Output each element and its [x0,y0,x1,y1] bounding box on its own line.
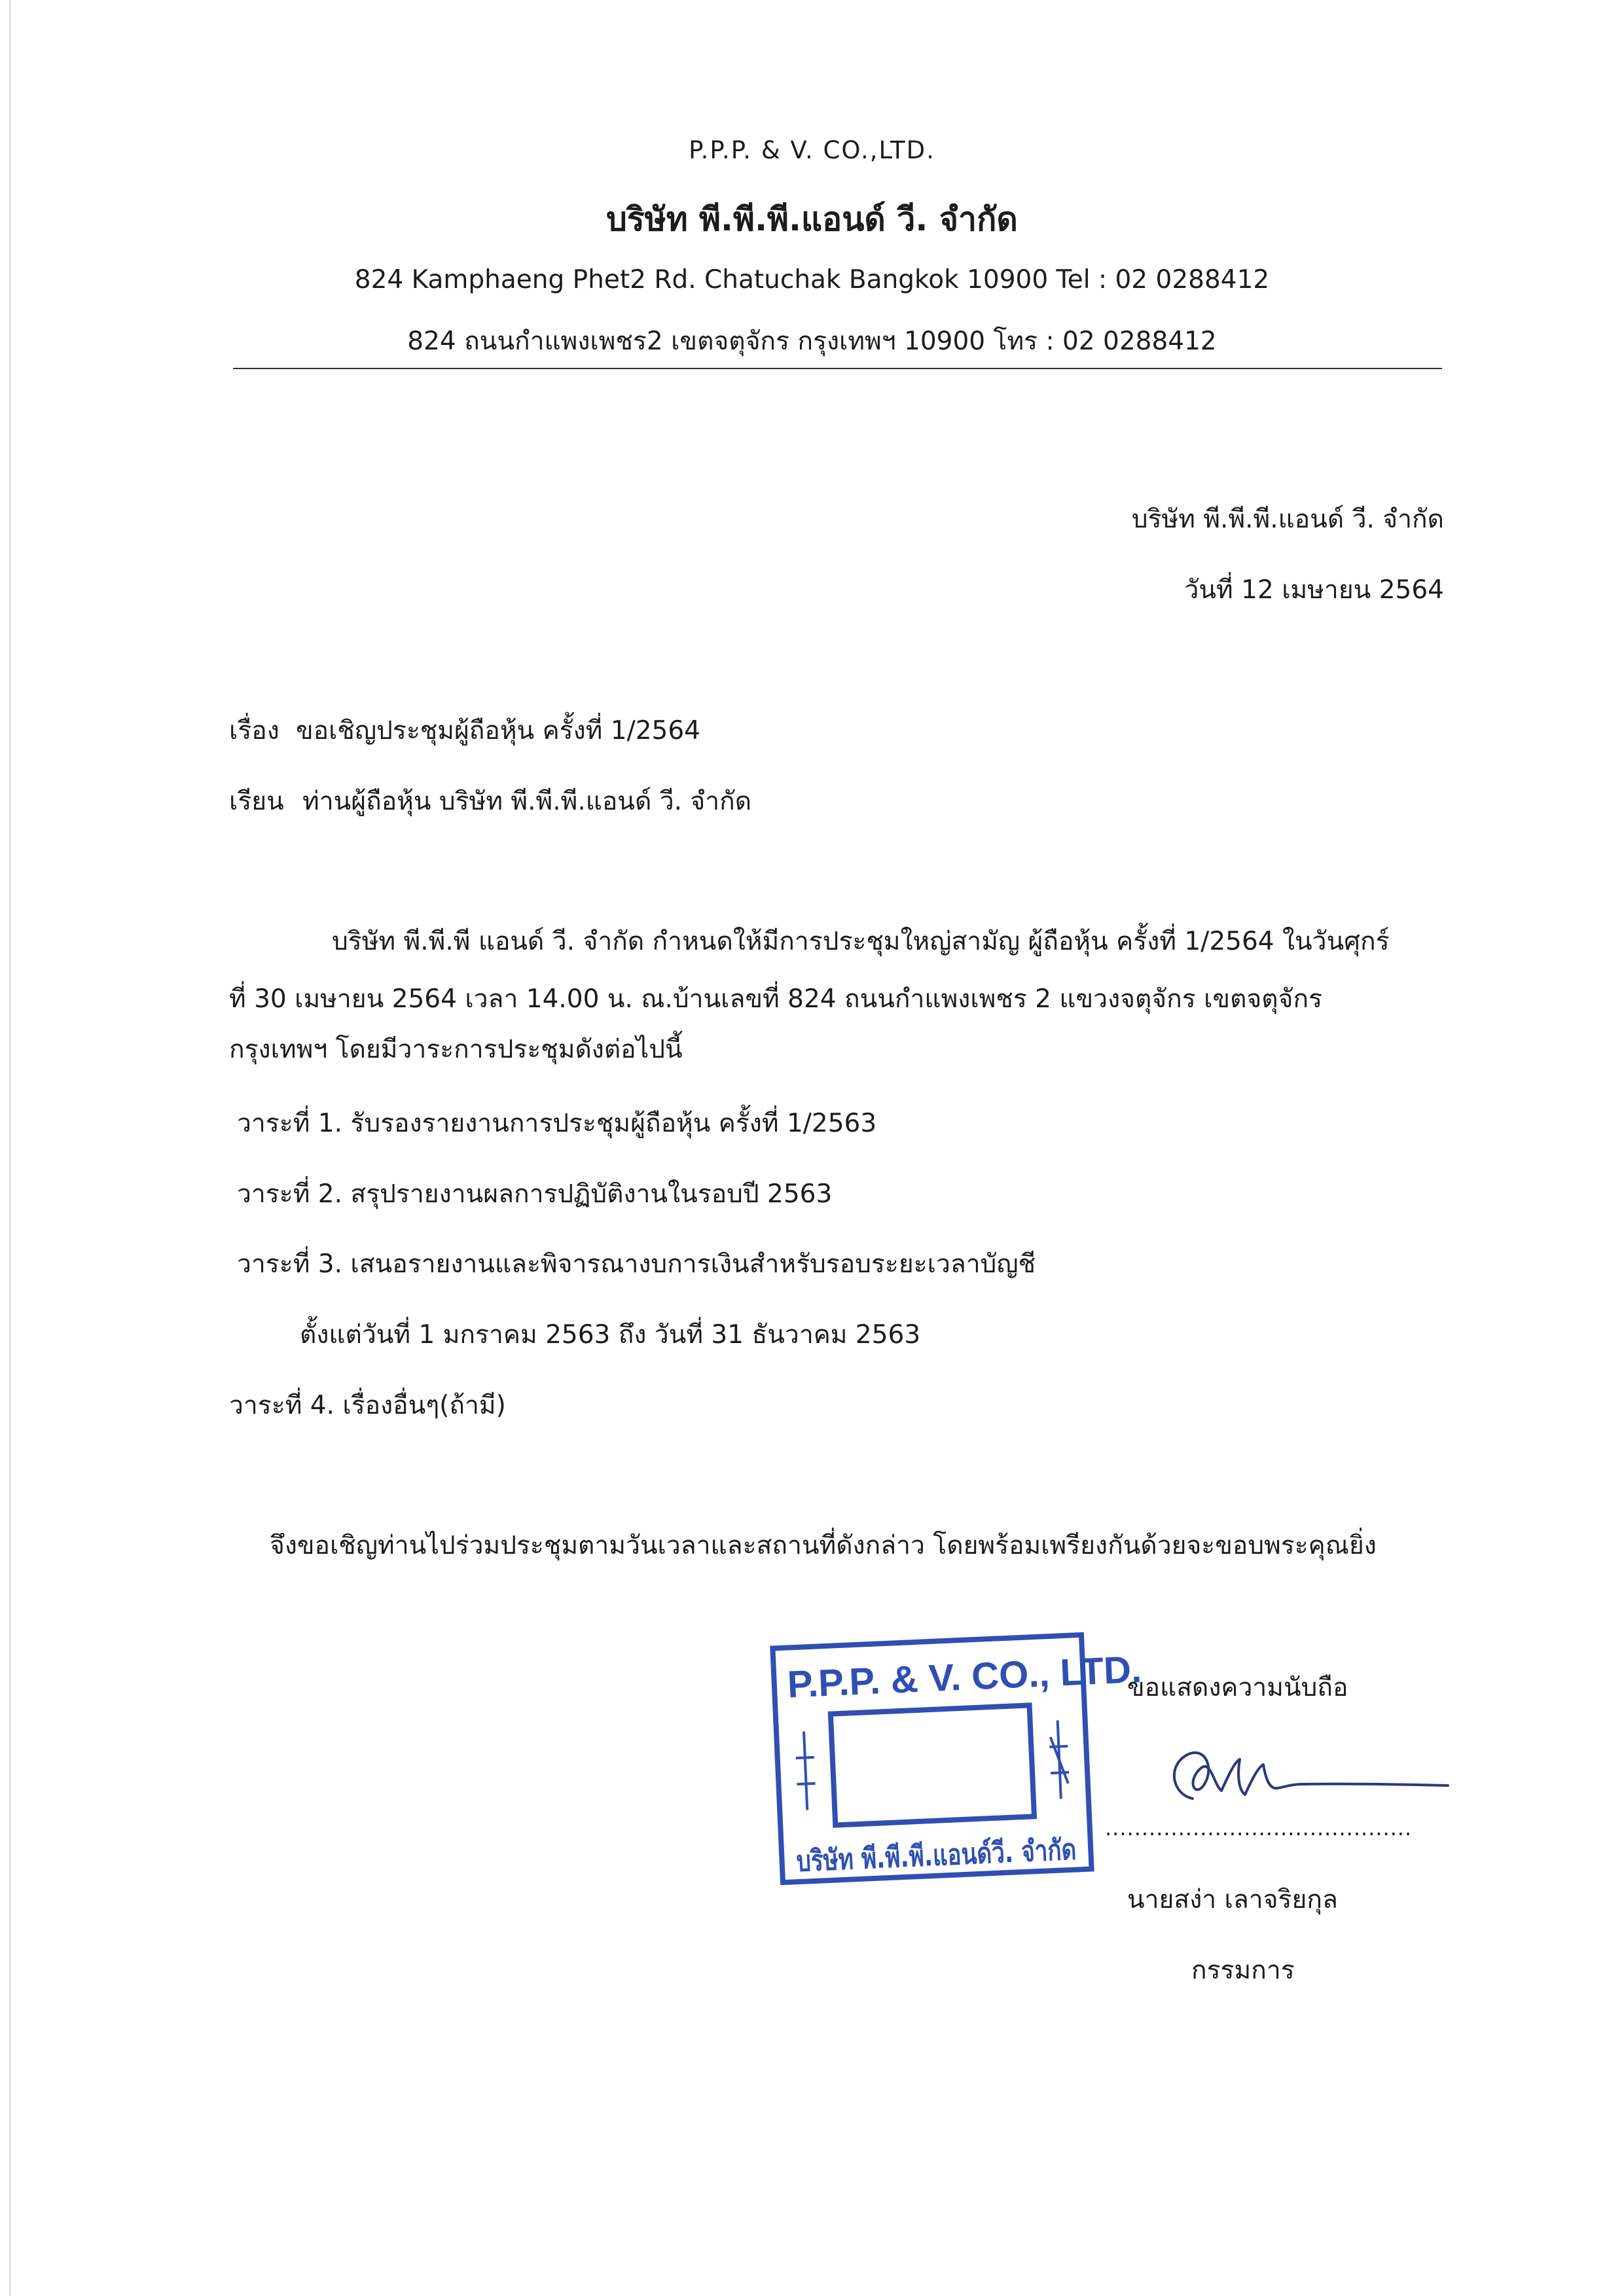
subject-text: ขอเชิญประชุมผู้ถือหุ้น ครั้งที่ 1/2564 [296,716,700,745]
subject-label: เรื่อง [229,716,280,745]
company-stamp [768,1631,1149,1887]
agenda-item-1: วาระที่ 1. รับรองรายงานการประชุมผู้ถือหุ้น ครั้งที่ 1/2563 [237,1109,877,1138]
agenda-item-3-continued: ตั้งแต่วันที่ 1 มกราคม 2563 ถึง วันที่ 31 ธันวาคม 2563 [300,1320,921,1350]
stamp-inner-frame [831,1705,1034,1825]
address-en: 824 Kamphaeng Phet2 Rd. Chatuchak Bangkok 10900 Tel : 02 0288412 [354,265,1270,295]
header-divider [233,368,1442,369]
sender-company: บริษัท พี.พี.พี.แอนด์ วี. จำกัด [1131,505,1444,534]
stamp-top-text: P.P.P. & V. CO., LTD. [786,1647,1143,1706]
address-th: 824 ถนนกำแพงเพชร2 เขตจตุจักร กรุงเทพฯ 10900 โทร : 02 0288412 [407,327,1217,356]
signatory-title: กรรมการ [1191,1956,1295,1985]
body-line-1: บริษัท พี.พี.พี แอนด์ วี. จำกัด กำหนดให้มีการประชุมใหญ่สามัญ ผู้ถือหุ้น ครั้งที่ 1/2564 ในวันศุกร์ [332,927,1390,956]
stamp-left-ornament [795,1731,816,1810]
company-name-th: บริษัท พี.พี.พี.แอนด์ วี. จำกัด [606,200,1018,238]
signature-dotted-line: .......................................... [1105,1816,1413,1840]
signatory-name: นายสง่า เลาจริยกุล [1127,1885,1338,1914]
agenda-item-3: วาระที่ 3. เสนอรายงานและพิจารณางบการเงินสำหรับรอบระยะเวลาบัญชี [237,1249,1036,1279]
stamp-bottom-text: บริษัท พี.พี.พี.แอนด์วี. จำกัด [795,1829,1149,1879]
agenda-item-2: วาระที่ 2. สรุปรายงานผลการปฏิบัติงานในรอบปี 2563 [237,1179,833,1209]
agenda-item-4: วาระที่ 4. เรื่องอื่นๆ(ถ้ามี) [229,1391,506,1420]
handwritten-signature [1147,1721,1454,1820]
regards-text: ขอแสดงความนับถือ [1127,1673,1348,1702]
recipient-text: ท่านผู้ถือหุ้น บริษัท พี.พี.พี.แอนด์ วี. จำกัด [302,787,752,816]
recipient-label: เรียน [229,787,284,816]
body-line-2: ที่ 30 เมษายน 2564 เวลา 14.00 น. ณ.บ้านเลขที่ 824 ถนนกำแพงเพชร 2 แขวงจตุจักร เขตจตุจักร [229,984,1323,1014]
body-line-3: กรุงเทพฯ โดยมีวาระการประชุมดังต่อไปนี้ [229,1035,683,1064]
closing-sentence: จึงขอเชิญท่านไปร่วมประชุมตามวันเวลาและสถานที่ดังกล่าว โดยพร้อมเพรียงกันด้วยจะขอบพระคุณยิ่ง [270,1531,1377,1560]
company-name-en: P.P.P. & V. CO.,LTD. [689,136,935,164]
stamp-right-ornament [1049,1720,1070,1799]
letter-date: วันที่ 12 เมษายน 2564 [1184,575,1444,605]
